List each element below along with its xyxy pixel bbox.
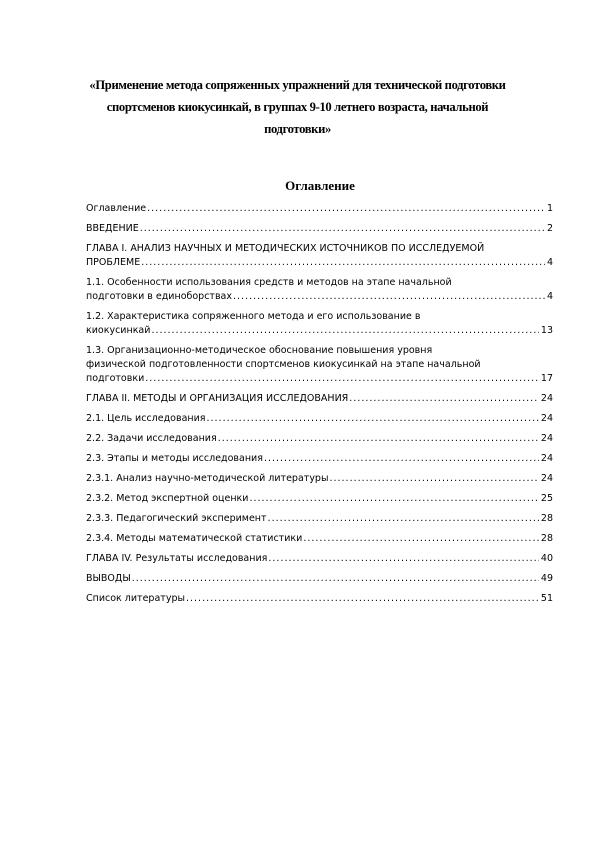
toc-page-number: 4 <box>546 291 553 302</box>
toc-entry-label: 2.3. Этапы и методы исследования ..... <box>86 453 264 464</box>
toc-page-number: 17 <box>540 373 553 384</box>
toc-heading: Оглавление <box>285 178 355 193</box>
toc-entry-text: ГЛАВА I. АНАЛИЗ НАУЧНЫХ И МЕТОДИЧЕСКИХ ИСТОЧНИКОВ ПО ИССЛЕДУЕМОЙ <box>86 243 485 254</box>
toc-entry[interactable] <box>86 344 553 386</box>
toc-entry-text <box>86 256 553 270</box>
toc-entry-text: 1.1. Особенности использования средств и методов на этапе начальной <box>86 277 452 288</box>
toc-entry-text <box>86 472 553 486</box>
toc-entry-label: ГЛАВА IV. Результаты исследования ..... <box>86 553 268 564</box>
toc-page-number: 1 <box>546 203 553 214</box>
toc-entry[interactable] <box>86 202 553 216</box>
toc-page-number: 24 <box>540 393 553 404</box>
toc-entry-label: подготовки ..... <box>86 373 145 384</box>
toc-page-number: 24 <box>540 413 553 424</box>
toc-entry-text: 1.3. Организационно-методическое обоснование повышения уровня <box>86 345 433 356</box>
toc-entry-label: ВВЕДЕНИЕ ..... <box>86 223 140 234</box>
title-line: подготовки» <box>264 122 331 136</box>
toc-entry[interactable] <box>86 392 553 406</box>
toc-entry-text <box>86 222 553 236</box>
toc-page-number: 28 <box>540 513 553 524</box>
toc-entry-label: 2.3.1. Анализ научно-методической литературы ..... <box>86 473 329 484</box>
toc-entry-label: ВЫВОДЫ ..... <box>86 573 132 584</box>
toc-page-number: 2 <box>546 223 553 234</box>
toc-entry-label: 2.2. Задачи исследования ..... <box>86 433 218 444</box>
toc-entry-text <box>86 372 553 386</box>
toc-entry-text <box>86 290 553 304</box>
toc-entry[interactable] <box>86 242 553 270</box>
table-of-contents <box>86 202 553 612</box>
toc-entry[interactable] <box>86 432 553 446</box>
toc-entry[interactable] <box>86 592 553 606</box>
toc-entry[interactable] <box>86 222 553 236</box>
toc-entry-label: 2.1. Цель исследования ..... <box>86 413 207 424</box>
toc-page-number: 49 <box>540 573 553 584</box>
toc-entry-text <box>86 452 553 466</box>
toc-page-number: 24 <box>540 453 553 464</box>
toc-entry[interactable] <box>86 452 553 466</box>
title-line: «Применение метода сопряженных упражнений для технической подготовки <box>89 78 506 92</box>
toc-page-number: 4 <box>546 257 553 268</box>
toc-entry-label: 2.3.4. Методы математической статистики ..... <box>86 533 303 544</box>
toc-page-number: 28 <box>540 533 553 544</box>
toc-entry-text: 1.2. Характеристика сопряженного метода и его использование в <box>86 311 421 322</box>
toc-entry[interactable] <box>86 572 553 586</box>
toc-entry-text <box>86 202 553 216</box>
toc-page-number: 51 <box>540 593 553 604</box>
toc-entry[interactable] <box>86 276 553 304</box>
toc-entry-text <box>86 532 553 546</box>
toc-entry[interactable] <box>86 512 553 526</box>
toc-entry-label: ГЛАВА II. МЕТОДЫ И ОРГАНИЗАЦИЯ ИССЛЕДОВАНИЯ ..... <box>86 393 349 404</box>
toc-entry-text <box>86 324 553 338</box>
toc-entry[interactable] <box>86 552 553 566</box>
document-title <box>80 74 515 140</box>
toc-entry-text <box>86 432 553 446</box>
title-line: спортсменов киокусинкай, в группах 9-10 летнего возраста, начальной <box>106 100 489 114</box>
toc-entry[interactable] <box>86 412 553 426</box>
toc-page-number: 40 <box>540 553 553 564</box>
toc-entry-text <box>86 552 553 566</box>
toc-entry-text <box>86 412 553 426</box>
toc-entry-text <box>86 592 553 606</box>
toc-entry-text <box>86 392 553 406</box>
toc-page-number: 24 <box>540 473 553 484</box>
toc-entry-text: физической подготовленности спортсменов киокусинкай на этапе начальной <box>86 359 481 370</box>
toc-page-number: 25 <box>540 493 553 504</box>
toc-entry[interactable] <box>86 472 553 486</box>
toc-entry[interactable] <box>86 492 553 506</box>
toc-entry-text <box>86 492 553 506</box>
toc-entry-label: Список литературы ..... <box>86 593 186 604</box>
toc-page-number: 13 <box>540 325 553 336</box>
toc-entry-text <box>86 572 553 586</box>
toc-entry-text <box>86 512 553 526</box>
toc-entry[interactable] <box>86 532 553 546</box>
toc-entry-label: ПРОБЛЕМЕ ..... <box>86 257 141 268</box>
toc-entry-label: подготовки в единоборствах ..... <box>86 291 233 302</box>
toc-page-number: 24 <box>540 433 553 444</box>
toc-entry-label: Оглавление ..... <box>86 203 147 214</box>
toc-entry[interactable] <box>86 310 553 338</box>
toc-entry-label: 2.3.2. Метод экспертной оценки ..... <box>86 493 249 504</box>
toc-entry-label: киокусинкай ..... <box>86 325 151 336</box>
toc-entry-label: 2.3.3. Педагогический эксперимент ..... <box>86 513 268 524</box>
